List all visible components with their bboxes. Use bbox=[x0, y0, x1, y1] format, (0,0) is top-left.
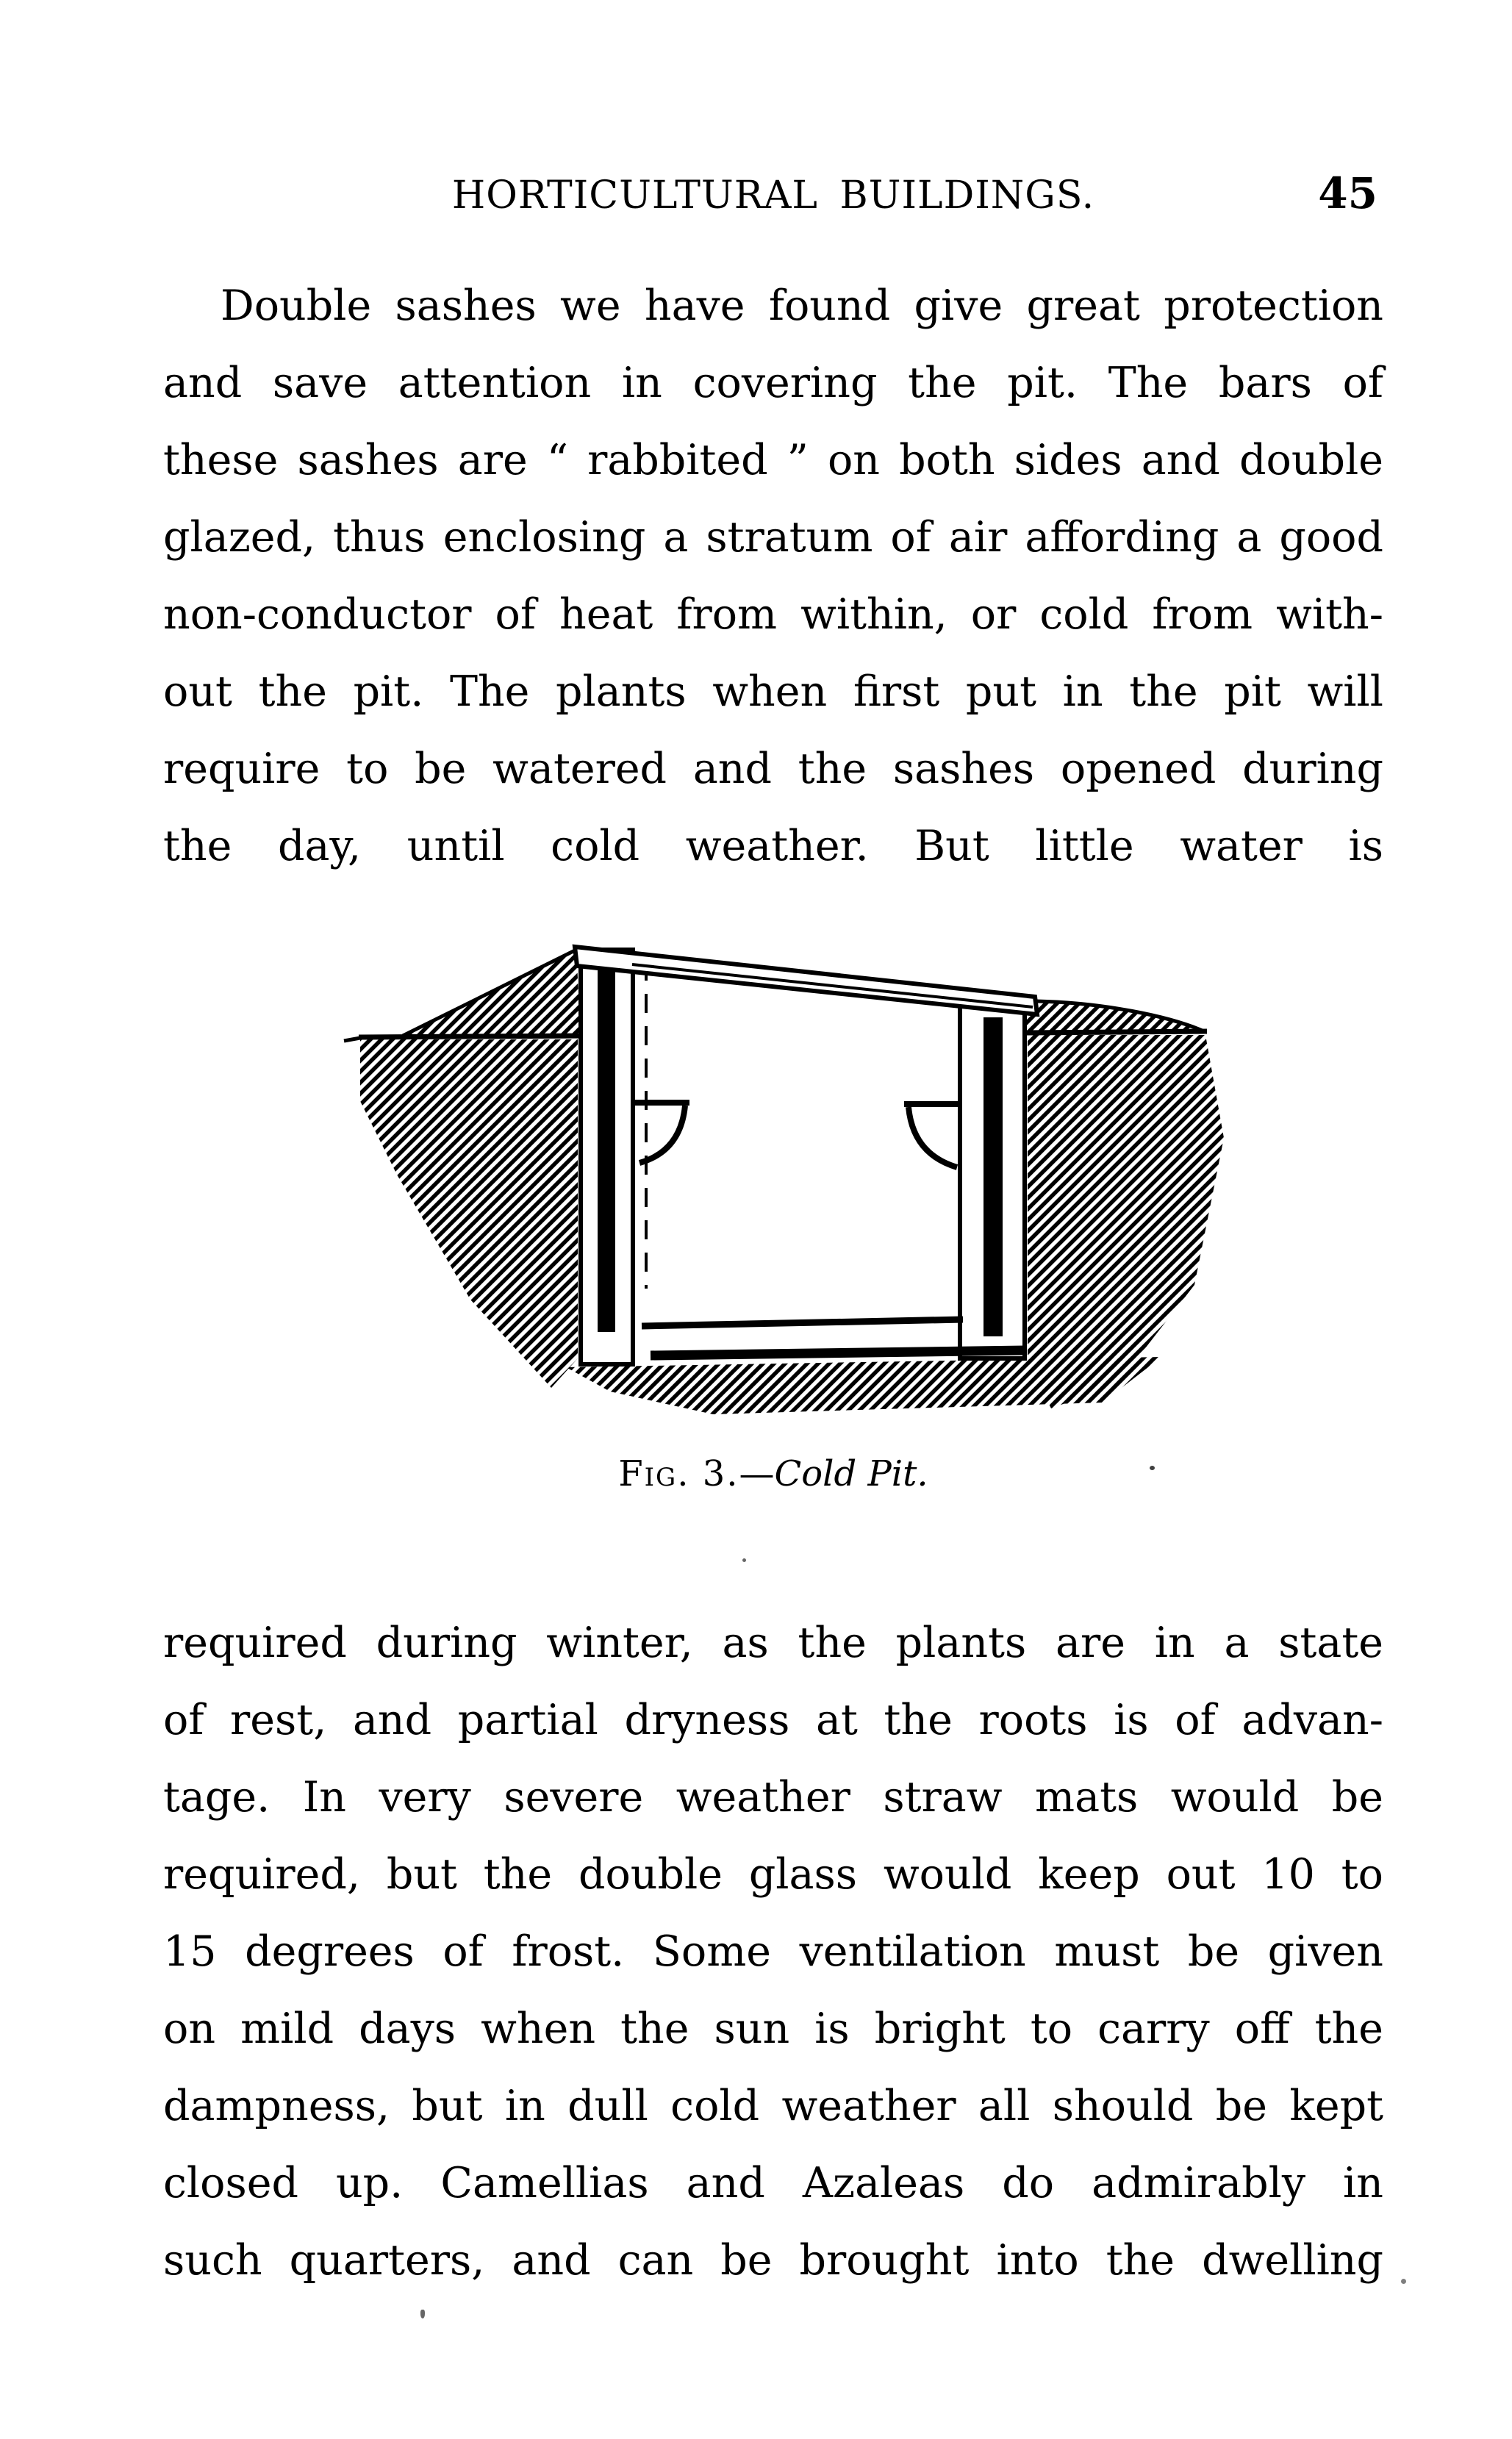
text-line: such quarters, and can be brought into the dwelling bbox=[163, 2236, 1383, 2285]
text-line: 15 degrees of frost. Some ventilation must be given bbox=[163, 1927, 1383, 1976]
scan-speck bbox=[420, 2310, 425, 2318]
sash-bar-right bbox=[983, 1017, 1003, 1336]
earth-right bbox=[1028, 1035, 1224, 1408]
sash-roof-inner-line bbox=[632, 964, 1033, 1007]
text-line: out the pit. The plants when first put in the pit will bbox=[163, 667, 1383, 716]
scan-speck bbox=[1401, 2279, 1406, 2284]
paragraph-2 bbox=[163, 1605, 1383, 2299]
figure-caption-title: Cold Pit. bbox=[774, 1453, 928, 1494]
running-header-title: HORTICULTURAL BUILDINGS. bbox=[451, 173, 1095, 218]
text-line: Double sashes we have found give great protection bbox=[221, 282, 1383, 330]
shelf-bracket-right-curve bbox=[909, 1107, 957, 1167]
figure-caption-dash: — bbox=[739, 1453, 775, 1494]
text-line: the day, until cold weather. But little water is bbox=[163, 822, 1383, 870]
figure-caption bbox=[163, 1455, 1383, 1493]
text-line: on mild days when the sun is bright to carry off the bbox=[163, 2005, 1383, 2053]
text-line: closed up. Camellias and Azaleas do admirably in bbox=[163, 2159, 1383, 2207]
text-line: required during winter, as the plants are in a state bbox=[163, 1619, 1383, 1667]
text-line: of rest, and partial dryness at the roots is of advan- bbox=[163, 1696, 1383, 1744]
scan-speck bbox=[742, 1558, 746, 1562]
pit-bottom-line bbox=[651, 1350, 1025, 1355]
figure-caption-label: Fig. 3. bbox=[618, 1453, 739, 1494]
ground-line-right bbox=[1024, 1031, 1207, 1033]
page-number: 45 bbox=[1318, 168, 1377, 218]
text-line: tage. In very severe weather straw mats would be bbox=[163, 1773, 1383, 1822]
earth-left bbox=[360, 1039, 578, 1388]
paragraph-1 bbox=[163, 268, 1383, 885]
text-line: dampness, but in dull cold weather all should be kept bbox=[163, 2082, 1383, 2130]
pit-floor-line bbox=[642, 1319, 963, 1326]
cold-pit-svg bbox=[316, 917, 1235, 1432]
text-line: glazed, thus enclosing a stratum of air affording a good bbox=[163, 513, 1383, 562]
text-line: non-conductor of heat from within, or cold from with- bbox=[163, 590, 1383, 639]
sash-bar-left bbox=[598, 966, 615, 1332]
earth-bottom bbox=[566, 1357, 1161, 1414]
text-line: require to be watered and the sashes opened during bbox=[163, 745, 1383, 793]
text-line: required, but the double glass would keep out 10 to bbox=[163, 1850, 1383, 1899]
ground-line-left-tick bbox=[344, 1038, 360, 1041]
scan-speck bbox=[1150, 1466, 1155, 1470]
mound-right bbox=[1026, 1001, 1204, 1031]
ground-line-left bbox=[359, 1036, 582, 1037]
sash-roof bbox=[575, 947, 1037, 1014]
text-line: and save attention in covering the pit. The bars of bbox=[163, 359, 1383, 407]
cold-pit-illustration bbox=[316, 917, 1235, 1432]
text-line: these sashes are “ rabbited ” on both sides and double bbox=[163, 436, 1383, 484]
